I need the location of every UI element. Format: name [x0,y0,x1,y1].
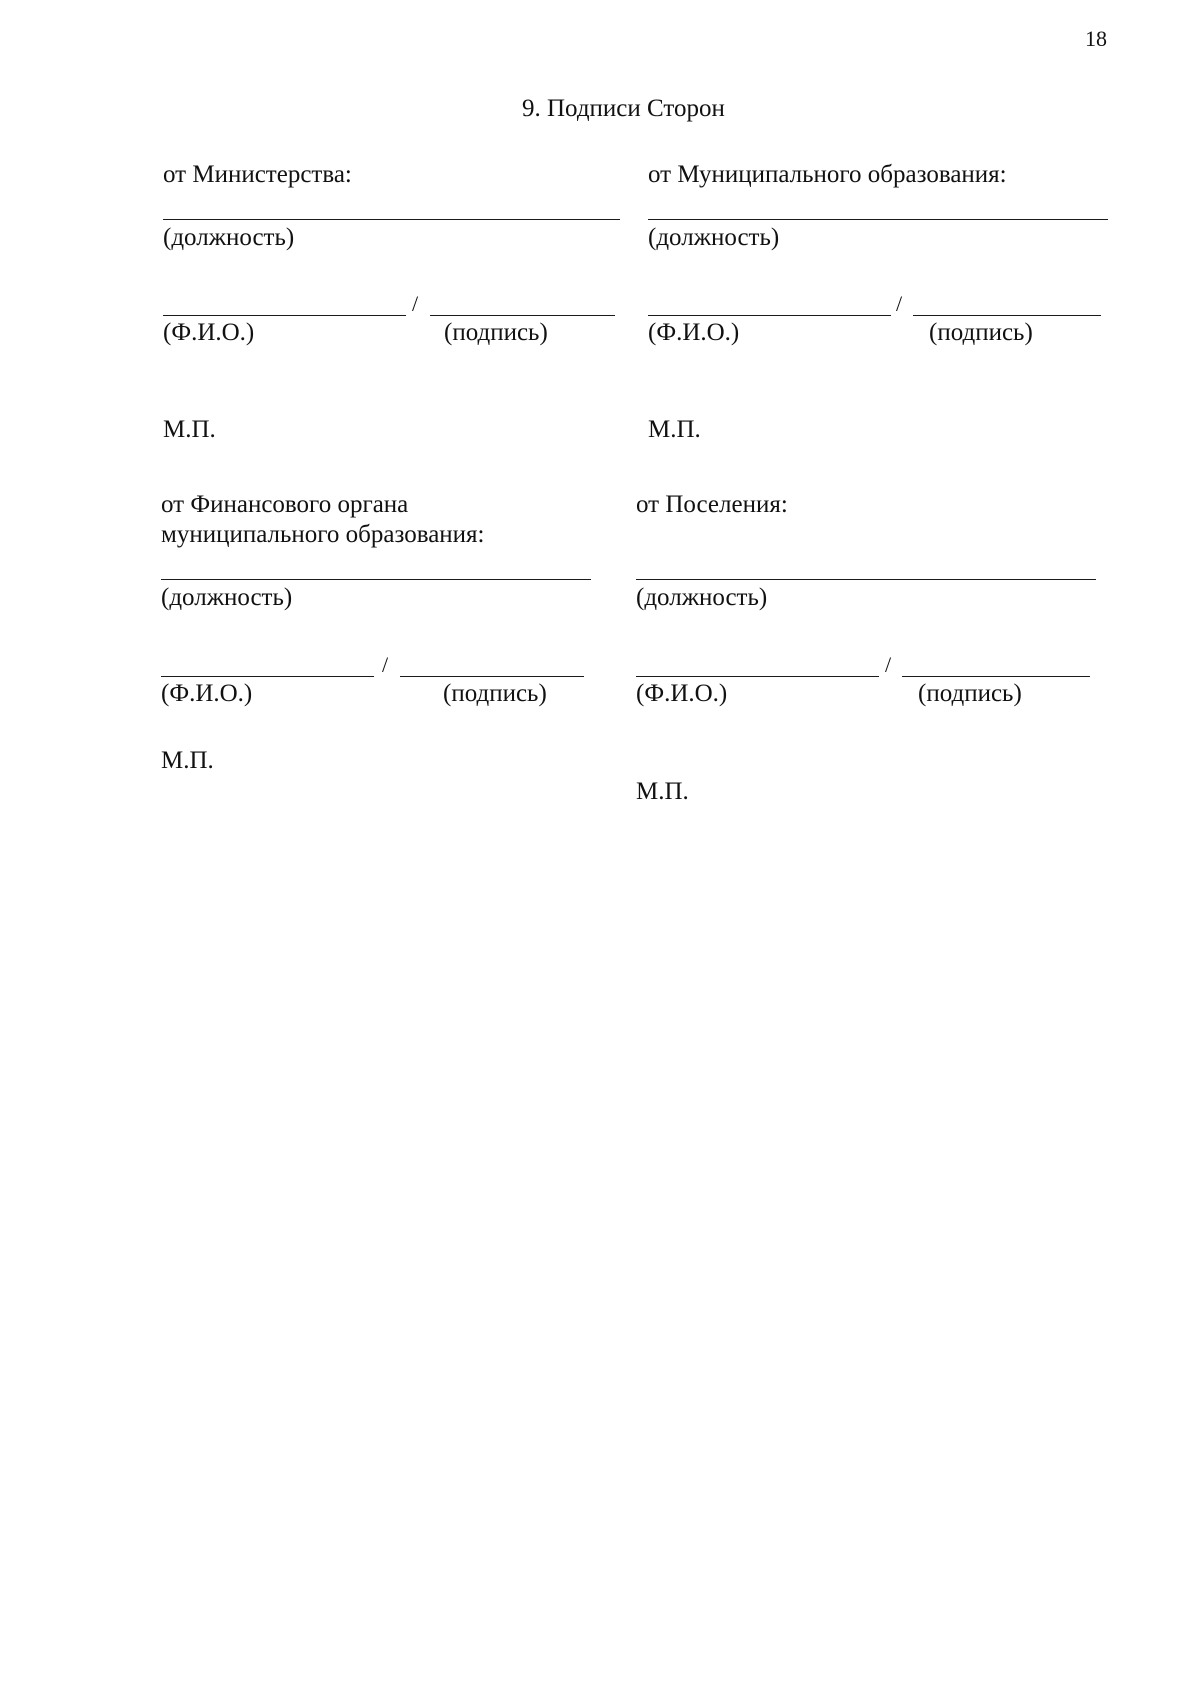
separator-slash: / [885,652,892,677]
signature-line [902,676,1090,677]
position-label: (должность) [163,224,295,251]
seal-label: М.П. [163,416,216,443]
position-label: (должность) [648,224,780,251]
signature-line [913,315,1101,316]
party-heading: от Поселения: [636,491,788,518]
name-label: (Ф.И.О.) [161,680,253,707]
name-line [648,315,891,316]
party-heading: от Муниципального образования: [648,161,1007,188]
signature-line [400,676,584,677]
separator-slash: / [382,652,389,677]
name-line [636,676,879,677]
separator-slash: / [412,291,419,316]
seal-label: М.П. [161,747,214,774]
name-line [163,315,406,316]
seal-label: М.П. [636,778,689,805]
signature-label: (подпись) [918,680,1022,707]
position-label: (должность) [636,584,768,611]
position-line [163,219,620,220]
signature-label: (подпись) [443,680,547,707]
party-heading: от Министерства: [163,161,352,188]
name-label: (Ф.И.О.) [648,319,740,346]
party-heading-line1: от Финансового органа [161,491,409,518]
seal-label: М.П. [648,416,701,443]
position-label: (должность) [161,584,293,611]
name-line [161,676,374,677]
position-line [161,579,591,580]
name-label: (Ф.И.О.) [636,680,728,707]
separator-slash: / [896,291,903,316]
name-label: (Ф.И.О.) [163,319,255,346]
position-line [648,219,1108,220]
signature-label: (подпись) [444,319,548,346]
position-line [636,579,1096,580]
section-title: 9. Подписи Сторон [522,95,725,122]
party-heading-line2: муниципального образования: [161,521,485,548]
signature-label: (подпись) [929,319,1033,346]
page-number: 18 [1085,26,1107,51]
signature-line [430,315,615,316]
